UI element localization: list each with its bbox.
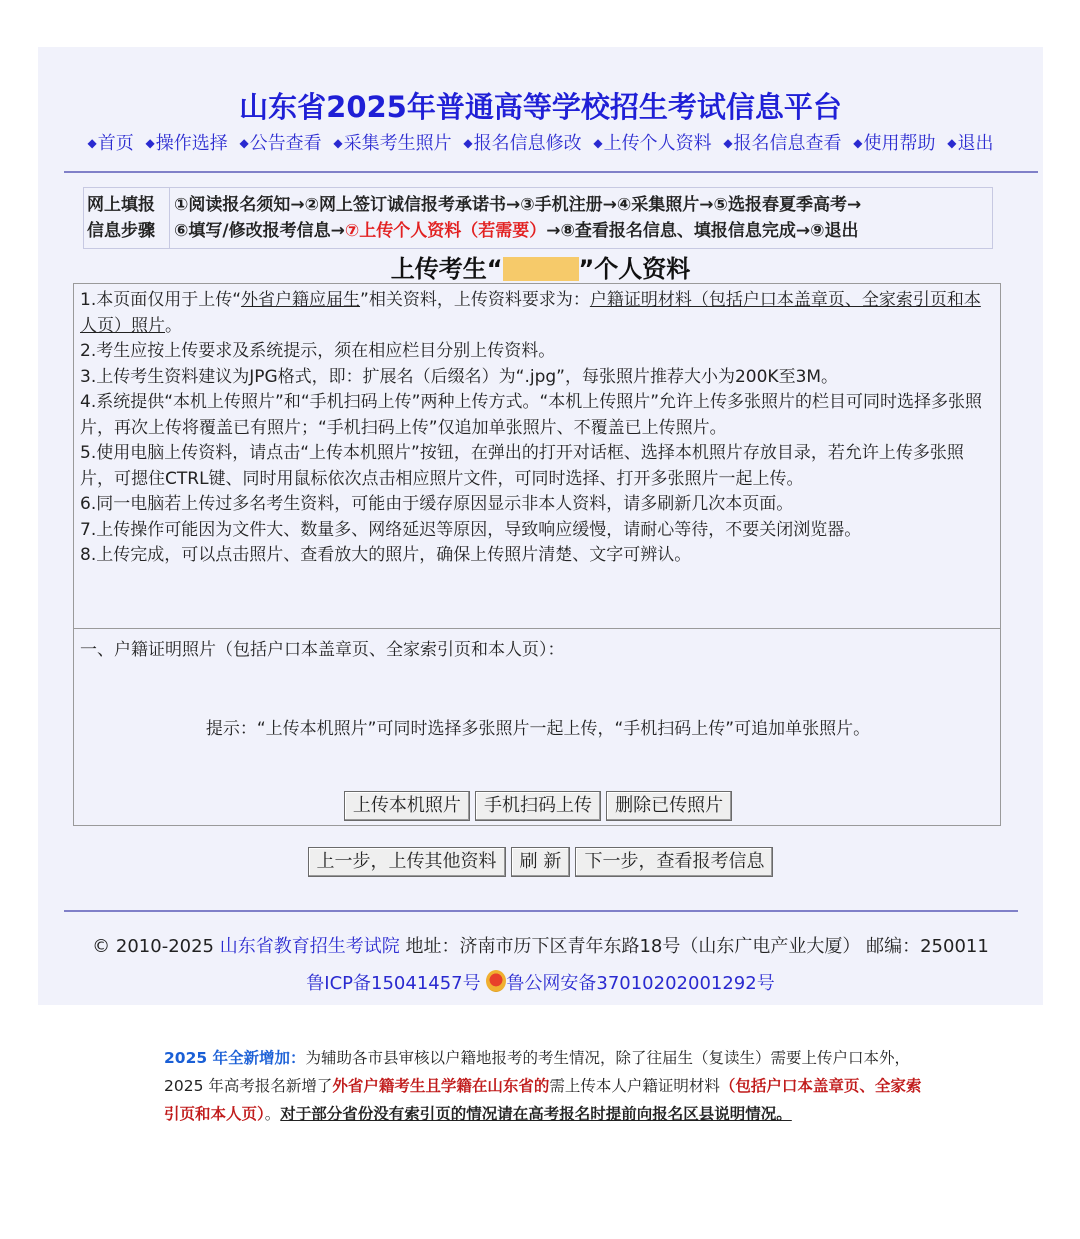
footer-registration (38, 969, 1043, 995)
note-1: 1.本页面仅用于上传“外省户籍应届生”相关资料，上传资料要求为：户籍证明材料（包括户口本盖章页、全家索引页和本人页）照片。 (80, 290, 981, 336)
household-section-title: 一、户籍证明照片（包括户口本盖章页、全家索引页和本人页）： (80, 640, 565, 660)
police-emblem-icon (486, 970, 506, 992)
note-6: 6.同一电脑若上传过多名考生资料，可能由于缓存原因显示非本人资料，请多刷新几次本页面。 (80, 494, 794, 514)
page-title: 上传考生“ ”个人资料 (390, 255, 691, 283)
nav-announcements[interactable]: ◆公告查看 (239, 133, 322, 154)
nav-logout[interactable]: ◆退出 (947, 133, 994, 154)
site-title: 山东省2025年普通高等学校招生考试信息平台 (239, 90, 842, 124)
diamond-bullet-icon: ◆ (947, 136, 957, 150)
org-link[interactable]: 山东省教育招生考试院 (219, 936, 400, 957)
steps-line-2: ⑥填写/修改报考信息→⑦上传个人资料（若需要）→⑧查看报名信息、填报信息完成→⑨退出 (174, 221, 859, 241)
nav-help[interactable]: ◆使用帮助 (853, 133, 936, 154)
steps-table (83, 187, 993, 249)
instructions (74, 284, 1000, 629)
nav-edit-registration[interactable]: ◆报名信息修改 (463, 133, 582, 154)
diamond-bullet-icon: ◆ (723, 136, 733, 150)
page-panel (38, 47, 1043, 1005)
upload-box (73, 283, 1001, 826)
police-record-link[interactable]: 鲁公网安备37010202001292号 (506, 973, 775, 994)
annotation-note: 2025 年全新增加：为辅助各市县审核以户籍地报考的考生情况，除了往届生（复读生）需要上传户口本外，2025 年高考报名新增了外省户籍考生且学籍在山东省的需上传本人户籍证明材料（包括户口本盖章页、全家索引页和本人页）。对于部分省份没有索引页的情况请在高考报名时提前向报名区县说明情况。 (164, 1049, 922, 1123)
diamond-bullet-icon: ◆ (87, 136, 97, 150)
delete-uploaded-button[interactable]: 删除已传照片 (606, 791, 732, 821)
note-3: 3.上传考生资料建议为JPG格式，即：扩展名（后缀名）为“.jpg”，每张照片推荐大小为200K至3M。 (80, 366, 839, 387)
nav-capture-photo[interactable]: ◆采集考生照片 (333, 133, 452, 154)
note-5: 5.使用电脑上传资料，请点击“上传本机照片”按钮，在弹出的打开对话框、选择本机照片存放目录，若允许上传多张照片，可摁住CTRL键、同时用鼠标依次点击相应照片文件，可同时选择、打开多张照片一起上传。 (80, 443, 964, 489)
upload-hint: 提示：“上传本机照片”可同时选择多张照片一起上传，“手机扫码上传”可追加单张照片。 (205, 719, 871, 739)
annotation-lead: 2025 年全新增加： (164, 1049, 306, 1067)
nav-upload-documents[interactable]: ◆上传个人资料 (593, 133, 712, 154)
upload-buttons (74, 791, 1002, 821)
current-step: ⑦上传个人资料（若需要） (344, 221, 547, 241)
diamond-bullet-icon: ◆ (239, 136, 249, 150)
footer-info: © 2010-2025 山东省教育招生考试院 地址：济南市历下区青年东路18号（山东广电产业大厦） 邮编：250011 (92, 936, 989, 957)
prev-step-button[interactable]: 上一步，上传其他资料 (308, 847, 506, 877)
header-divider (64, 171, 1038, 173)
scan-upload-button[interactable]: 手机扫码上传 (475, 791, 601, 821)
icp-link[interactable]: 鲁ICP备15041457号 (306, 973, 481, 994)
diamond-bullet-icon: ◆ (593, 136, 603, 150)
diamond-bullet-icon: ◆ (463, 136, 473, 150)
top-nav (38, 129, 1043, 155)
nav-view-registration[interactable]: ◆报名信息查看 (723, 133, 842, 154)
steps-label: 网上填报 信息步骤 (84, 188, 170, 248)
note-2: 2.考生应按上传要求及系统提示，须在相应栏目分别上传资料。 (80, 341, 556, 361)
steps-flow (170, 188, 992, 248)
refresh-button[interactable]: 刷 新 (511, 847, 571, 877)
diamond-bullet-icon: ◆ (853, 136, 863, 150)
note-8: 8.上传完成，可以点击照片、查看放大的照片，确保上传照片清楚、文字可辨认。 (80, 545, 692, 565)
navigation-buttons (38, 847, 1043, 877)
footer-divider (64, 910, 1018, 912)
nav-operation-select[interactable]: ◆操作选择 (145, 133, 228, 154)
steps-line-1: ①阅读报名须知→②网上签订诚信报考承诺书→③手机注册→④采集照片→⑤选报春夏季高考→ (174, 195, 862, 215)
redacted-name (503, 257, 579, 281)
next-step-button[interactable]: 下一步，查看报考信息 (575, 847, 773, 877)
note-4: 4.系统提供“本机上传照片”和“手机扫码上传”两种上传方式。“本机上传照片”允许上传多张照片的栏目可同时选择多张照片，再次上传将覆盖已有照片；“手机扫码上传”仅追加单张照片、不覆盖已上传照片。 (80, 392, 983, 438)
diamond-bullet-icon: ◆ (145, 136, 155, 150)
upload-local-photo-button[interactable]: 上传本机照片 (344, 791, 470, 821)
nav-home[interactable]: ◆首页 (87, 133, 134, 154)
diamond-bullet-icon: ◆ (333, 136, 343, 150)
note-7: 7.上传操作可能因为文件大、数量多、网络延迟等原因，导致响应缓慢，请耐心等待，不要关闭浏览器。 (80, 519, 862, 540)
